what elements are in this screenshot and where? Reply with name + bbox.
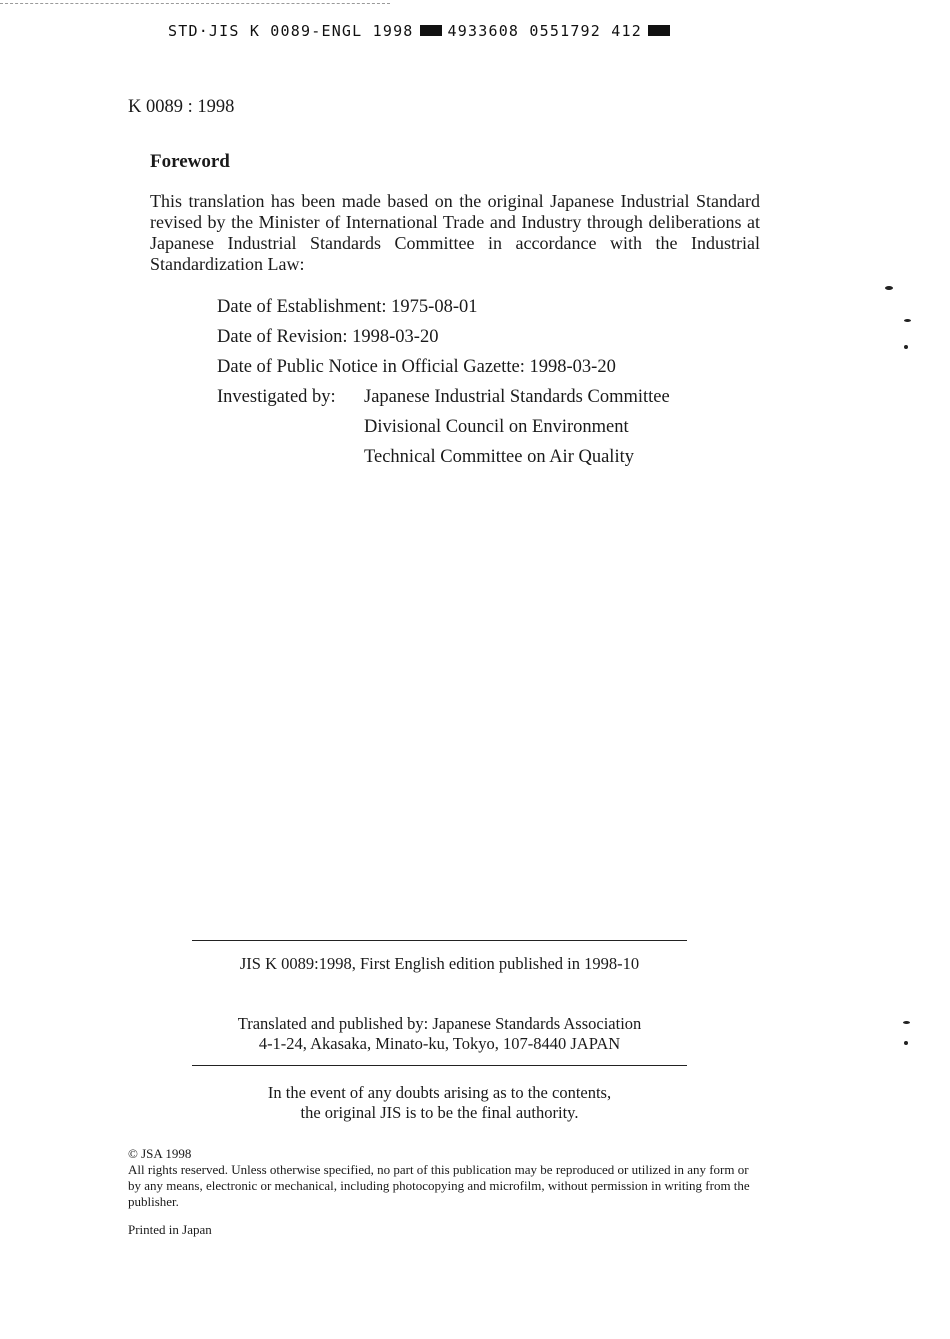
publisher-line: Translated and published by: Japanese Standards Association	[237, 1014, 642, 1033]
printed-in: Printed in Japan	[128, 1222, 212, 1237]
authority-note	[192, 1083, 687, 1123]
authority-line-2: the original JIS is to be the final authority.	[300, 1103, 579, 1122]
date-of-public-notice: Date of Public Notice in Official Gazette: 1998-03-20	[217, 357, 616, 377]
investigator-2: Divisional Council on Environment	[364, 417, 629, 437]
investigator-1: Japanese Industrial Standards Committee	[364, 387, 670, 407]
authority-line-1: In the event of any doubts arising as to the contents,	[267, 1083, 612, 1102]
header-middle-code: 4933608 0551792 412	[447, 22, 642, 40]
date-of-establishment: Date of Establishment: 1975-08-01	[217, 297, 478, 317]
document-header	[168, 22, 676, 40]
scan-speck	[904, 1041, 908, 1045]
header-block-mark-end	[648, 25, 670, 36]
edition-line: JIS K 0089:1998, First English edition published in 1998-10	[239, 954, 640, 973]
scan-speck	[904, 345, 908, 349]
copyright-block	[128, 1146, 754, 1210]
header-left-code: STD·JIS K 0089-ENGL 1998	[168, 22, 414, 40]
investigated-by-row	[217, 386, 670, 416]
copyright-notice: © JSA 1998	[128, 1146, 192, 1161]
scan-speck	[904, 319, 911, 322]
investigator-3: Technical Committee on Air Quality	[364, 447, 634, 467]
scan-speck	[903, 1021, 910, 1024]
document-id: K 0089 : 1998	[128, 97, 235, 117]
header-block-mark	[420, 25, 442, 36]
divider-top	[192, 940, 687, 941]
publisher-block	[192, 1014, 687, 1054]
date-of-revision: Date of Revision: 1998-03-20	[217, 327, 439, 347]
foreword-intro: This translation has been made based on the original Japanese Industrial Standard revised by the Minister of International Trade and Industry through deliberations at Japanese Industrial Standards Committee in accordance with the Industrial Standardization Law:	[150, 191, 760, 274]
foreword-details	[217, 296, 670, 476]
foreword-title: Foreword	[150, 151, 230, 172]
divider-bottom	[192, 1065, 687, 1066]
rights-statement: All rights reserved. Unless otherwise specified, no part of this publication may be reproduced or utilized in any form or by any means, electronic or mechanical, including photocopying and microfilm, without permission in writing from the publisher.	[128, 1162, 750, 1209]
header-dashed-line	[0, 3, 390, 4]
investigated-by-label: Investigated by:	[217, 387, 336, 407]
publisher-address: 4-1-24, Akasaka, Minato-ku, Tokyo, 107-8440 JAPAN	[258, 1034, 621, 1053]
scan-speck	[885, 286, 893, 290]
